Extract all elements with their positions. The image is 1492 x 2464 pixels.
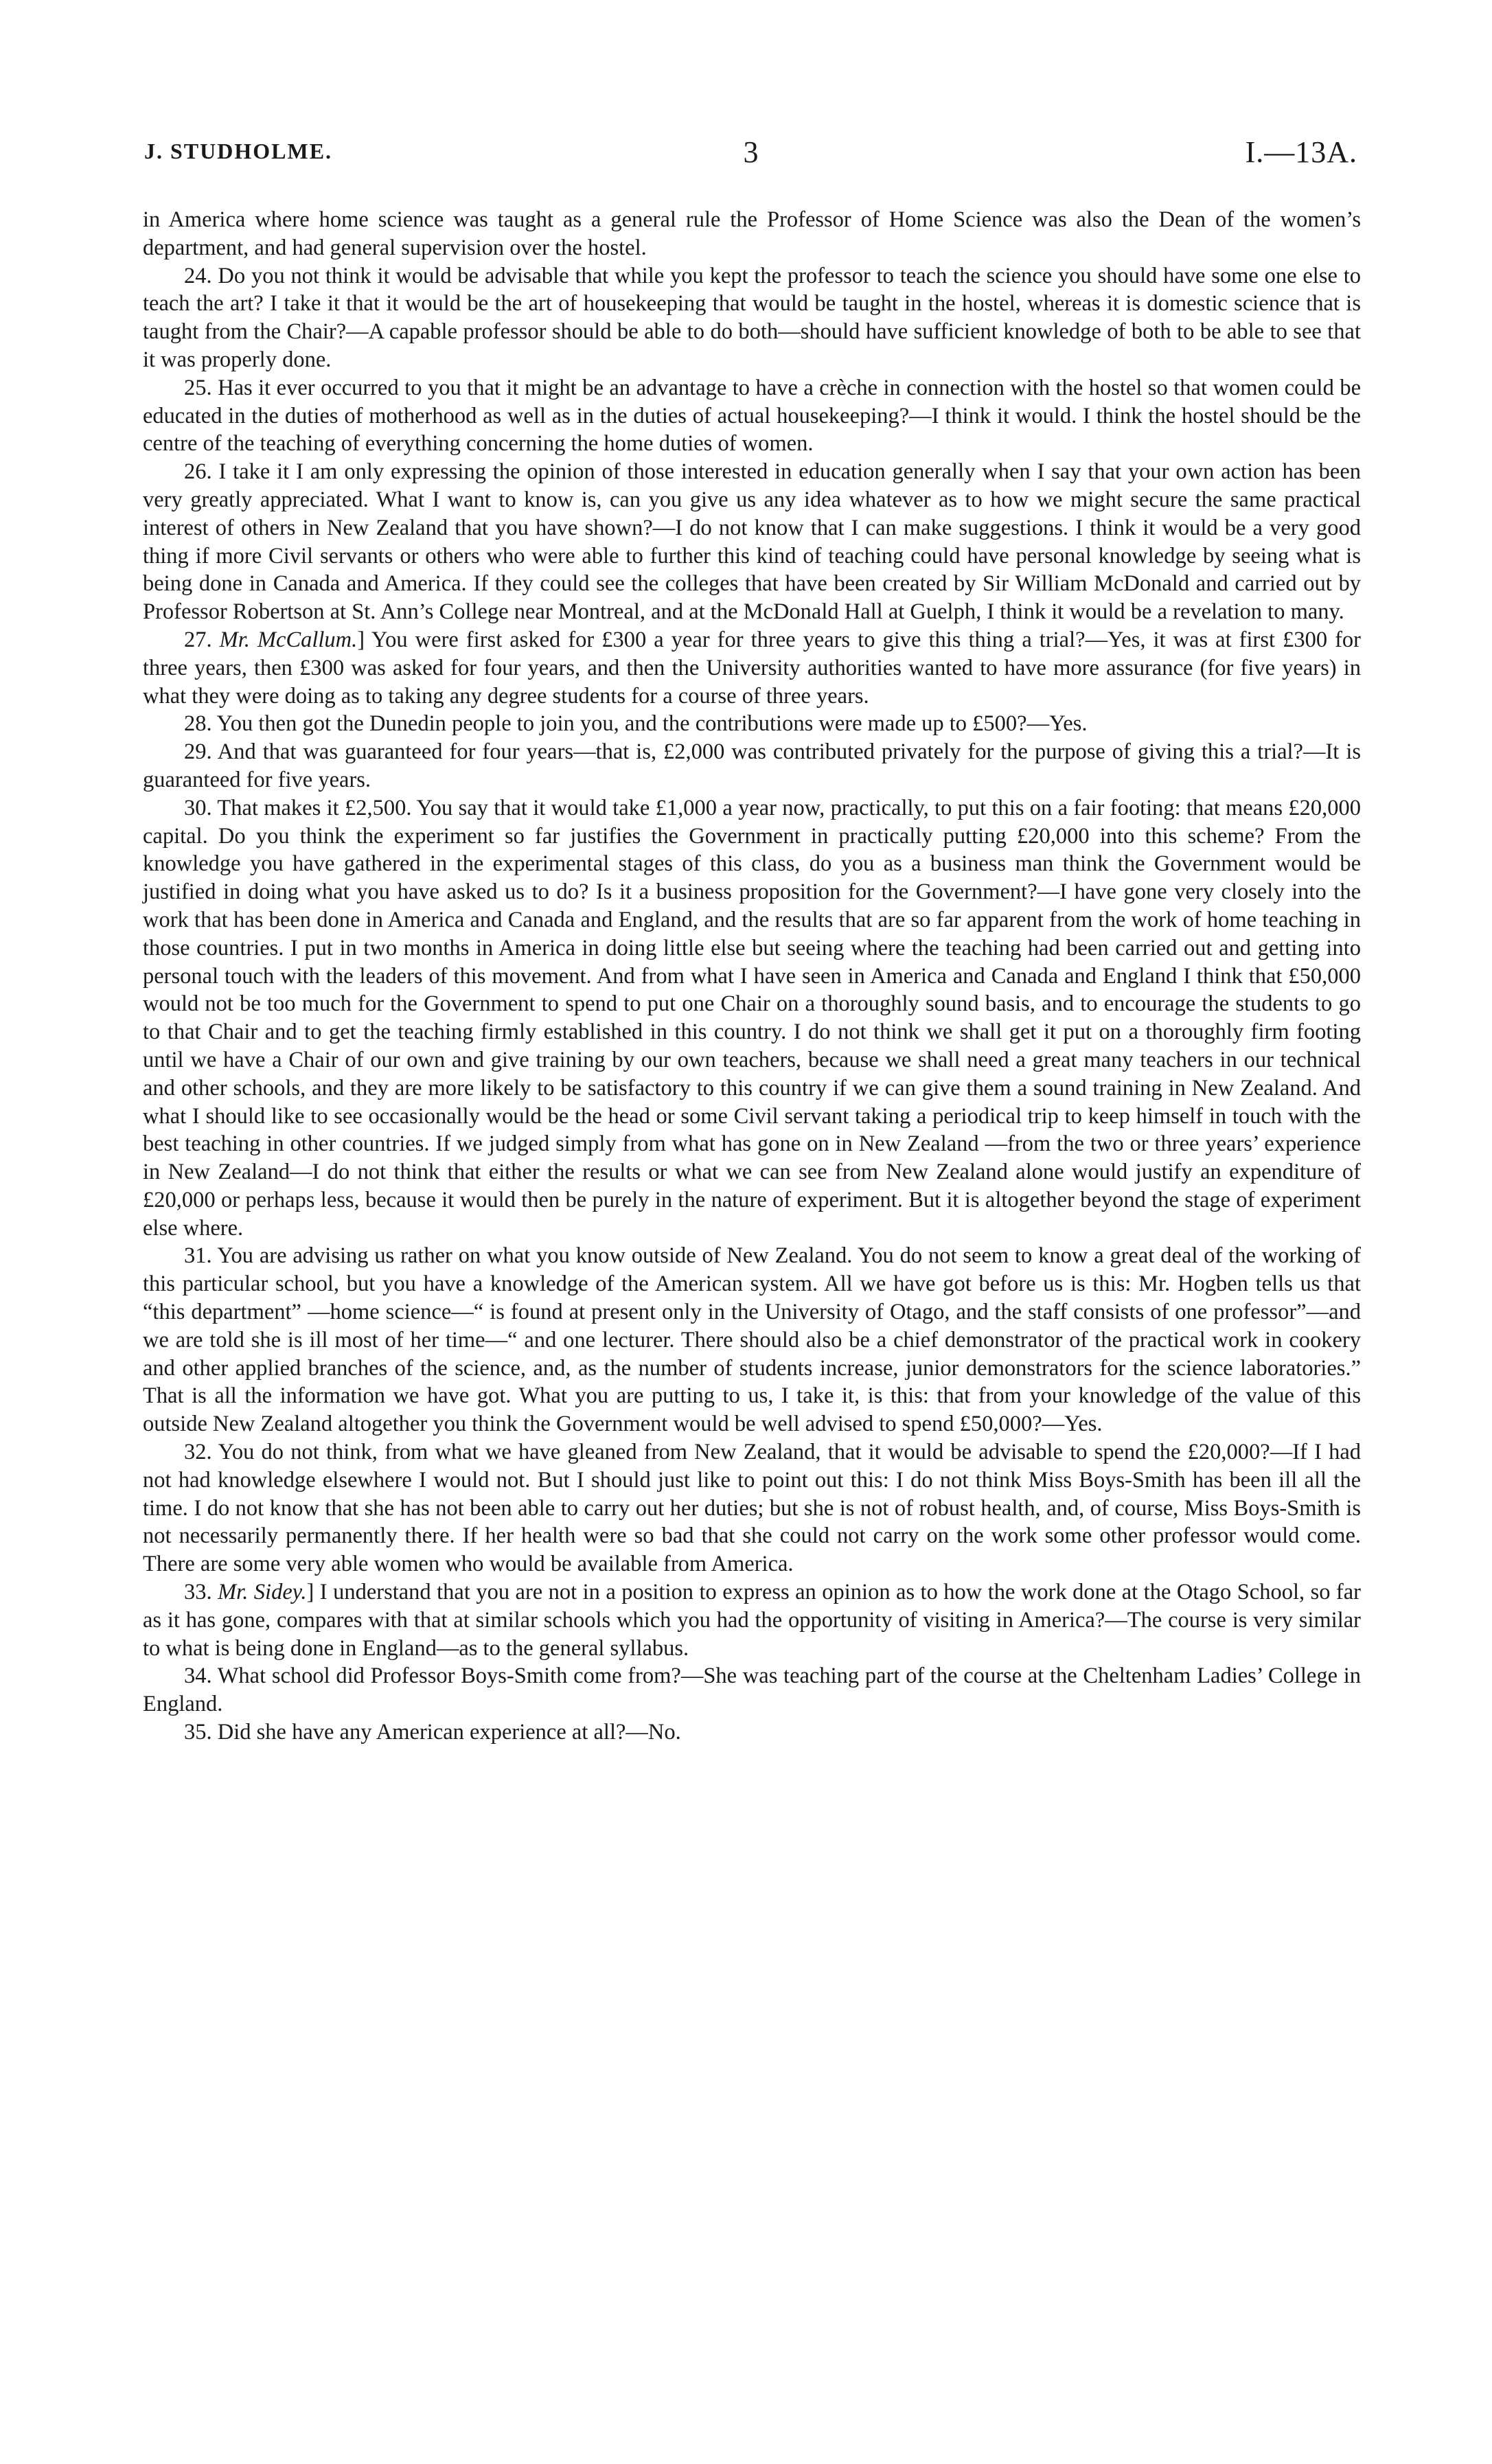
question-27 — [143, 626, 1361, 710]
question-number: 33. — [184, 1580, 212, 1605]
question-32: 32. You do not think, from what we have gleaned from New Zealand, that it would be advisable to spend the £20,000?—If I had not had knowledge elsewhere I would not. But I should just like to point out this: I do not think Miss Boys-Smith has been ill all the time. I do not know that she has not been able to carry out her duties; but she is not of robust health, and, of course, Miss Boys-Smith is not necessarily permanently there. If her health were so bad that she could not carry on the work some other professor would come. There are some very able women who would be available from America. — [143, 1440, 1361, 1577]
question-31: 31. You are advising us rather on what you know outside of New Zealand. You do not seem to know a great deal of the working of this particular school, but you have a knowledge of the American system. All we have got before us is this: Mr. Hogben tells us that “this department” —home science—“ is found at present only in the University of Otago, and the staff consists of one professor”—and we are told she is ill most of her time—“ and one lecturer. There should also be a chief demonstrator of the practical work in cookery and other applied branches of the science, and, as the number of students increase, junior demonstrators for the science laboratories.” That is all the information we have got. What you are putting to us, I take it, is this: that from your knowledge of the value of this outside New Zealand altogether you think the Government would be well advised to spend £50,000?—Yes. — [143, 1243, 1361, 1437]
question-28: 28. You then got the Dunedin people to join you, and the contributions were made up to £500?—Yes. — [184, 711, 1088, 737]
document-reference: I.—13A. — [1245, 135, 1357, 169]
page-number: 3 — [743, 135, 759, 169]
question-number: 27. — [184, 627, 212, 652]
page-header — [144, 135, 1357, 176]
paragraph-continuation: in America where home science was taught as a general rule the Professor of Home Science was also the Dean of the women’s department, and had general supervision over the hostel. — [143, 207, 1361, 260]
body-text — [143, 206, 1361, 1747]
question-35: 35. Did she have any American experience at all?—No. — [184, 1720, 681, 1745]
question-24: 24. Do you not think it would be advisable that while you kept the professor to teach the science you should have some one else to teach the art? I take it that it would be the art of housekeeping that would be taught in the hostel, whereas it is domestic science that is taught from the Chair?—A capable professor should be able to do both—should have sufficient knowledge of both to be able to see that it was properly done. — [143, 263, 1361, 372]
question-33 — [143, 1578, 1361, 1662]
question-text: ] You were first asked for £300 a year for three years to give this thing a trial?—Yes, it was at first £300 for three years, then £300 was asked for four years, and then the University authorities wanted to have more assurance (for five years) in what they were doing as to taking any degree students for a course of three years. — [143, 627, 1361, 709]
question-25: 25. Has it ever occurred to you that it might be an advantage to have a crèche in connection with the hostel so that women could be educated in the duties of motherhood as well as in the duties of actual housekeeping?—I think it would. I think the hostel should be the centre of the teaching of everything concerning the home duties of women. — [143, 375, 1361, 457]
question-34: 34. What school did Professor Boys-Smith come from?—She was teaching part of the course at the Cheltenham Ladies’ College in England. — [143, 1663, 1361, 1717]
question-text: ] I understand that you are not in a position to express an opinion as to how the work done at the Otago School, so far as it has gone, compares with that at similar schools which you had the opportunity of visiting in America?—The course is very similar to what is being done in England—as to the general syllabus. — [143, 1580, 1362, 1661]
speaker-name: Mr. McCallum. — [219, 627, 358, 652]
witness-name: J. STUDHOLME. — [144, 139, 333, 163]
question-26: 26. I take it I am only expressing the opinion of those interested in education generally when I say that your own action has been very greatly appreciated. What I want to know is, can you give us any idea whatever as to how we might secure the same practical interest of others in New Zealand that you have shown?—I do not know that I can make suggestions. I think it would be a very good thing if more Civil servants or others who were able to further this kind of teaching could have personal knowledge by seeing what is being done in Canada and America. If they could see the colleges that have been created by Sir William McDonald and carried out by Professor Robertson at St. Ann’s College near Montreal, and at the McDonald Hall at Guelph, I think it would be a revelation to many. — [143, 459, 1361, 625]
question-29: 29. And that was guaranteed for four years—that is, £2,000 was contributed privately for the purpose of giving this a trial?—It is guaranteed for five years. — [143, 739, 1361, 792]
question-30: 30. That makes it £2,500. You say that it would take £1,000 a year now, practically, to put this on a fair footing: that means £20,000 capital. Do you think the experiment so far justifies the Government in practically putting £20,000 into this scheme? From the knowledge you have gathered in the experimental stages of this class, do you as a business man think the Government would be justified in doing what you have asked us to do? Is it a business proposition for the Government?—I have gone very closely into the work that has been done in America and Canada and England, and the results that are so far apparent from the work of home teaching in those countries. I put in two months in America in doing little else but seeing where the teaching had been carried out and getting into personal touch with the leaders of this movement. And from what I have seen in America and Canada and England I think that £50,000 would not be too much for the Government to spend to put one Chair on a thoroughly sound basis, and to encourage the students to go to that Chair and to get the teaching firmly established in this country. I do not think we shall get it put on a thoroughly firm footing until we have a Chair of our own and give training by our own teachers, because we shall need a great many teachers in our technical and other schools, and they are more likely to be satisfactory to this country if we can give them a sound training in New Zealand. And what I should like to see occasionally would be the head or some Civil servant taking a periodical trip to keep himself in touch with the best teaching in other countries. If we judged simply from what has gone on in New Zealand —from the two or three years’ experience in New Zealand—I do not think that either the results or what we can see from New Zealand alone would justify an expenditure of £20,000 or perhaps less, because it would then be purely in the nature of experiment. But it is altogether beyond the stage of experiment else where. — [143, 795, 1361, 1241]
speaker-name: Mr. Sidey. — [218, 1580, 307, 1605]
